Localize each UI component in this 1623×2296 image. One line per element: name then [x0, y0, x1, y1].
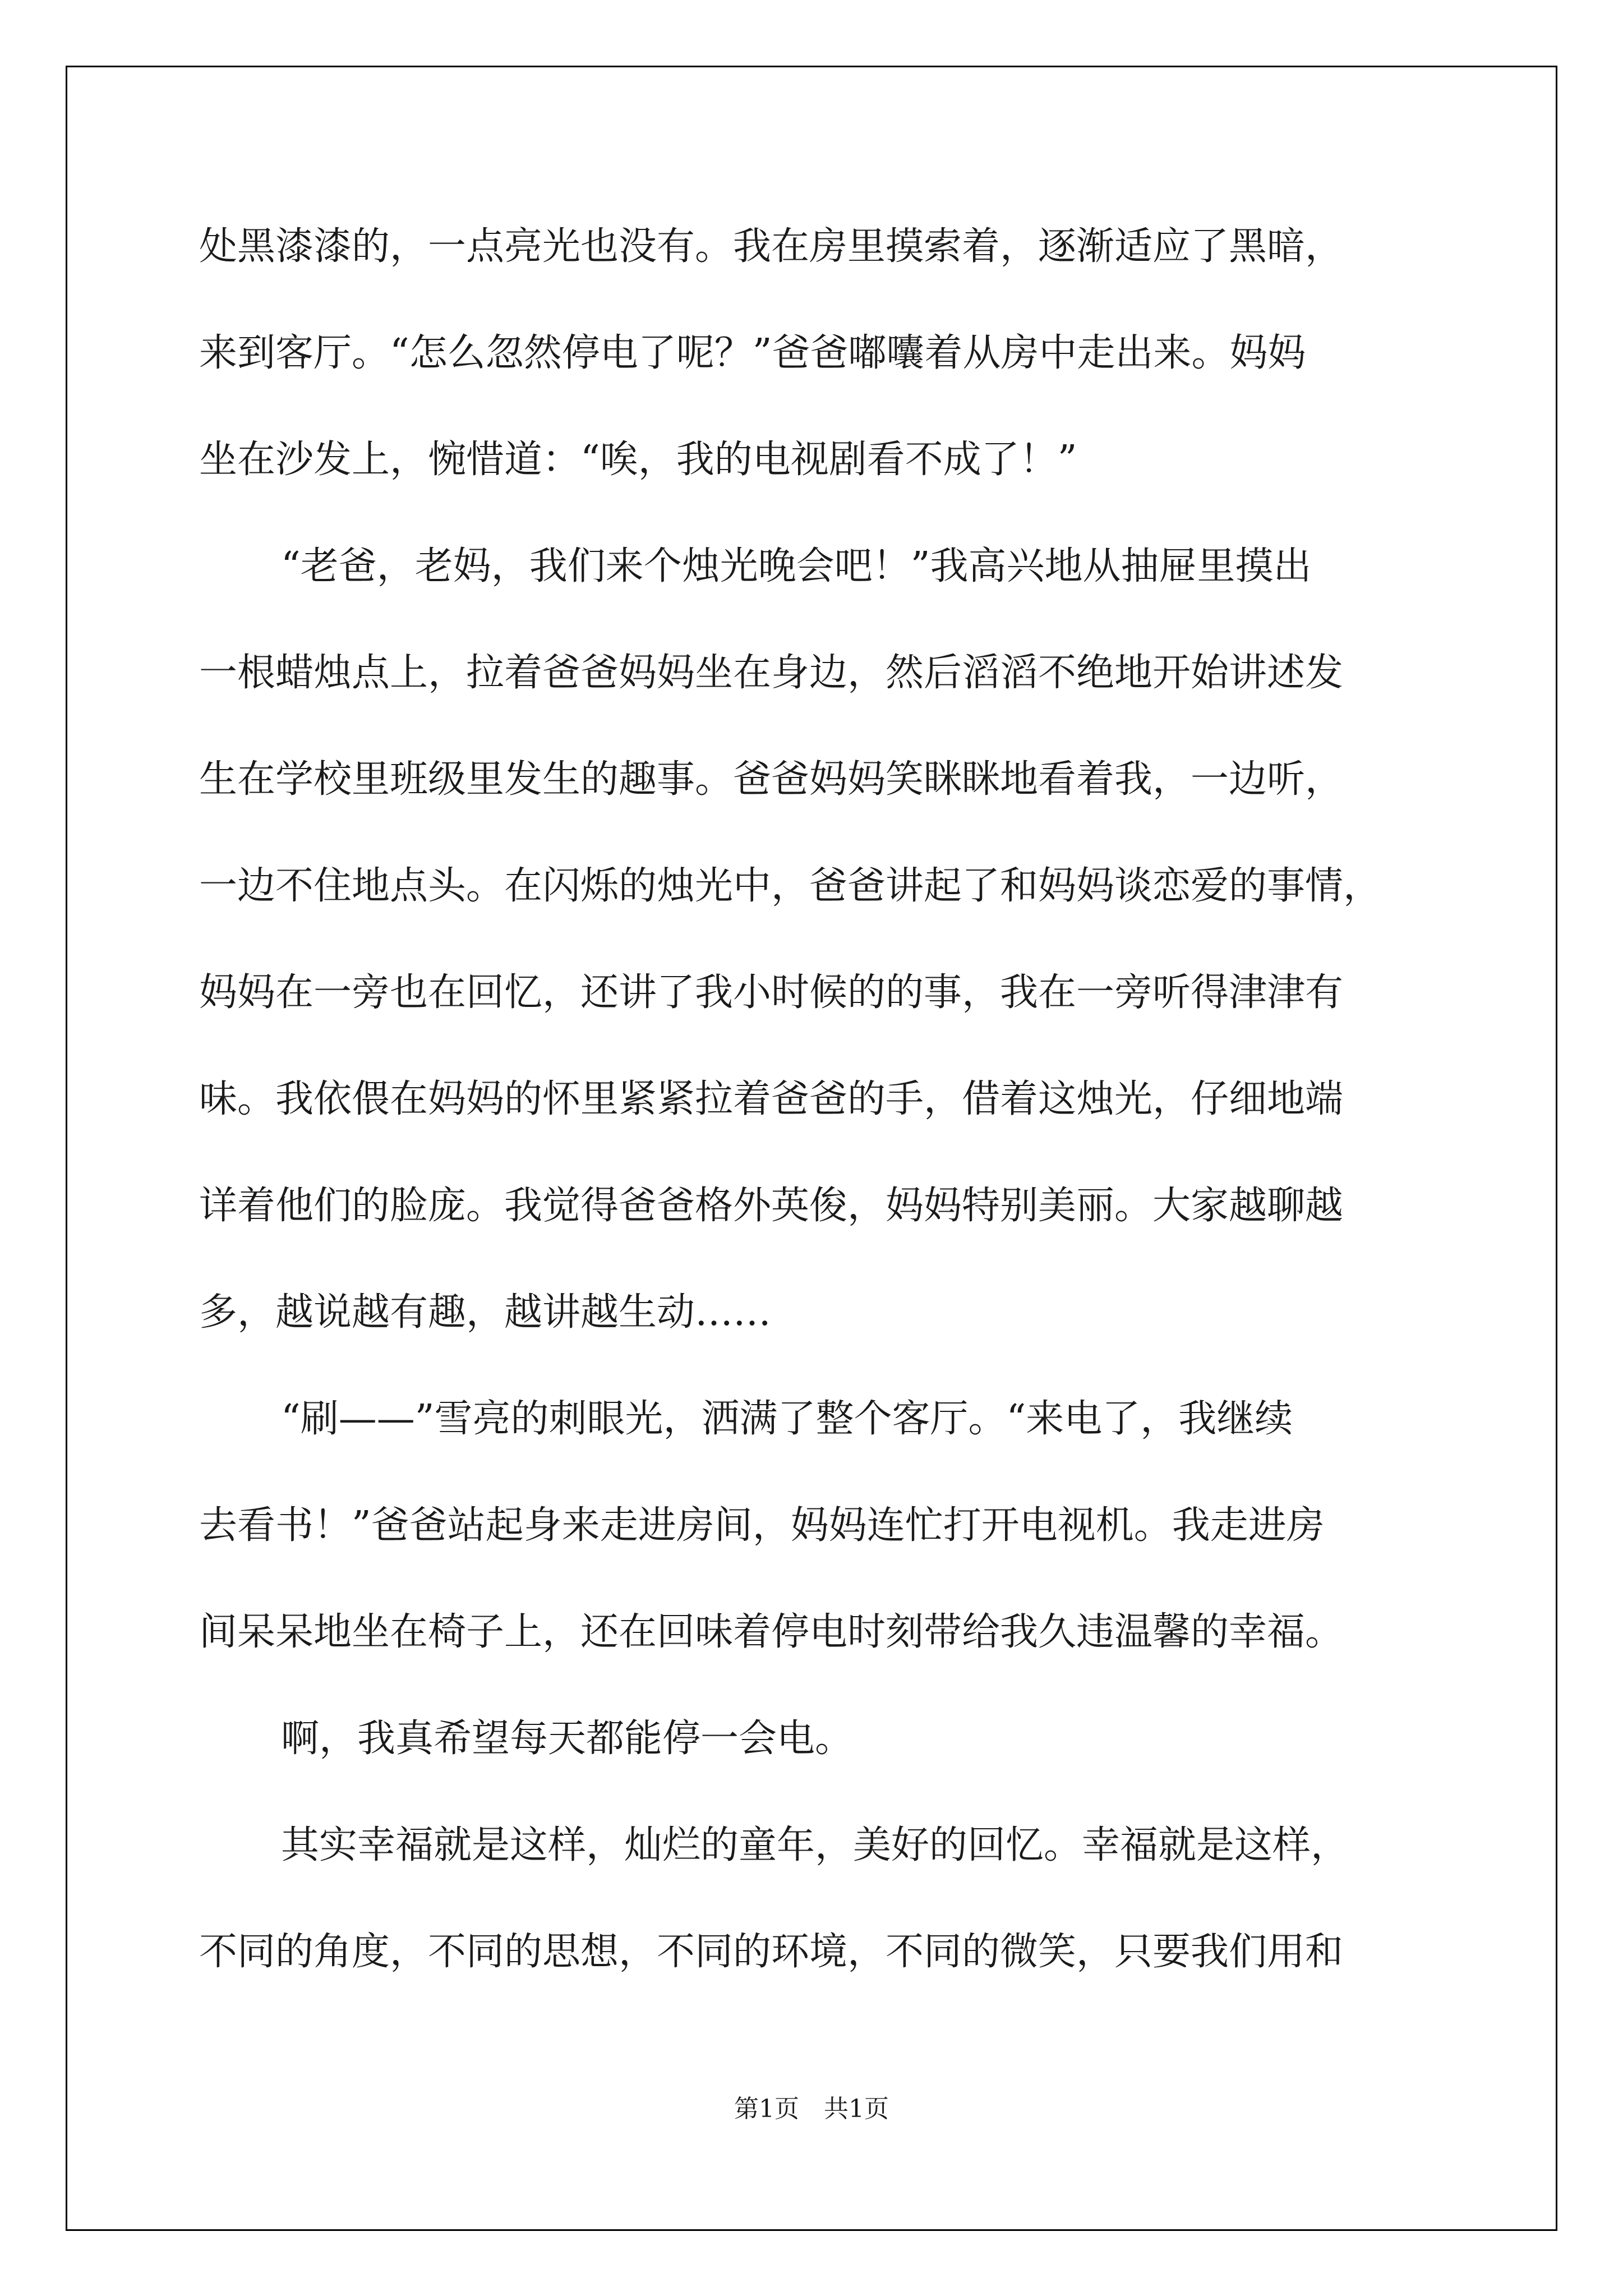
text-line: 不同的角度，不同的思想，不同的环境，不同的微笑，只要我们用和	[199, 1930, 1344, 1974]
text-line: 其实幸福就是这样，灿烂的童年，美好的回忆。幸福就是这样，	[281, 1823, 1349, 1867]
page-number-footer: 第1页 共1页	[734, 2095, 889, 2123]
text-line: “老爸，老妈，我们来个烛光晚会吧！”我高兴地从抽屉里摸出	[281, 544, 1312, 588]
text-line: 一根蜡烛点上，拉着爸爸妈妈坐在身边，然后滔滔不绝地开始讲述发	[199, 651, 1344, 695]
text-line: 来到客厅。“怎么忽然停电了呢？”爸爸嘟囔着从房中走出来。妈妈	[199, 331, 1306, 375]
text-line: 坐在沙发上，惋惜道：“唉，我的电视剧看不成了！”	[199, 438, 1077, 482]
text-line: 一边不住地点头。在闪烁的烛光中，爸爸讲起了和妈妈谈恋爱的事情，	[199, 864, 1382, 908]
text-line: 生在学校里班级里发生的趣事。爸爸妈妈笑眯眯地看着我，一边听，	[199, 757, 1344, 802]
text-line: 处黑漆漆的，一点亮光也没有。我在房里摸索着，逐渐适应了黑暗，	[199, 224, 1344, 269]
text-line: 间呆呆地坐在椅子上，还在回味着停电时刻带给我久违温馨的幸福。	[199, 1610, 1344, 1654]
text-line: 详着他们的脸庞。我觉得爸爸格外英俊，妈妈特别美丽。大家越聊越	[199, 1184, 1344, 1228]
text-line: “刷——”雪亮的刺眼光，洒满了整个客厅。“来电了，我继续	[281, 1397, 1293, 1441]
text-line: 妈妈在一旁也在回忆，还讲了我小时候的的事，我在一旁听得津津有	[199, 970, 1344, 1015]
text-line: 去看书！”爸爸站起身来走进房间，妈妈连忙打开电视机。我走进房	[199, 1503, 1325, 1548]
text-line: 多，越说越有趣，越讲越生动……	[199, 1290, 772, 1335]
document-body	[199, 194, 1461, 2005]
text-line: 味。我依偎在妈妈的怀里紧紧拉着爸爸的手，借着这烛光，仔细地端	[199, 1077, 1344, 1121]
text-line: 啊，我真希望每天都能停一会电。	[281, 1717, 854, 1761]
